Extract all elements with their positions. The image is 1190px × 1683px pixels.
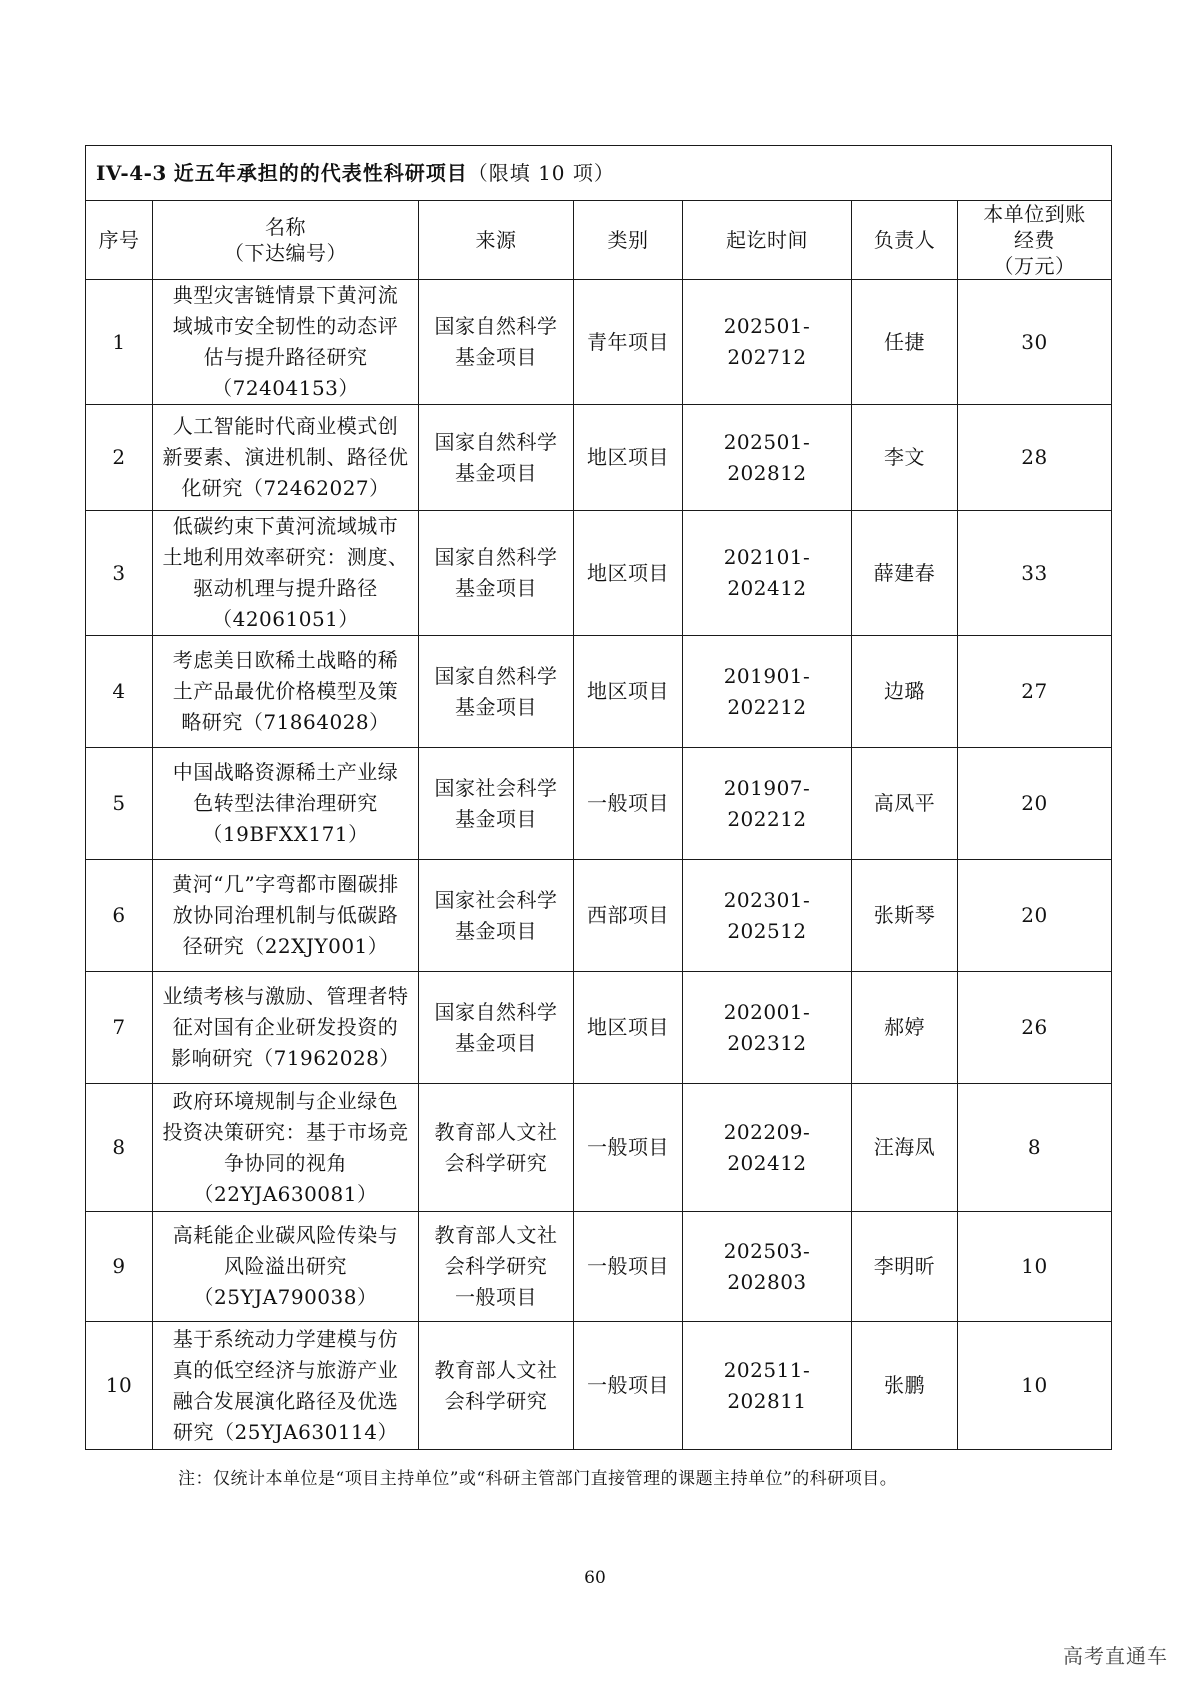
row-name-text: 高耗能企业碳风险传染与 风险溢出研究 （25YJA790038） xyxy=(172,1223,399,1309)
table-title-code: IV-4-3 xyxy=(96,160,167,185)
research-projects-table xyxy=(85,145,1112,1450)
table-row xyxy=(86,511,1112,636)
row-index: 8 xyxy=(86,1084,153,1212)
row-source: 教育部人文社 会科学研究 xyxy=(419,1322,574,1450)
header-period: 起讫时间 xyxy=(683,201,852,280)
row-name xyxy=(153,280,419,405)
row-name-text: 考虑美日欧稀土战略的稀 土产品最优价格模型及策 略研究（71864028） xyxy=(172,648,399,734)
row-leader: 高凤平 xyxy=(852,748,958,860)
row-category: 青年项目 xyxy=(574,280,683,405)
row-name-text: 中国战略资源稀土产业绿 色转型法律治理研究 （19BFXX171） xyxy=(172,760,399,846)
row-index: 10 xyxy=(86,1322,153,1450)
row-funding: 28 xyxy=(958,405,1112,511)
row-funding: 27 xyxy=(958,636,1112,748)
header-funding-line3: （万元） xyxy=(993,254,1076,278)
row-category: 地区项目 xyxy=(574,511,683,636)
row-category: 地区项目 xyxy=(574,972,683,1084)
row-index: 9 xyxy=(86,1212,153,1322)
row-name xyxy=(153,405,419,511)
header-category: 类别 xyxy=(574,201,683,280)
row-source: 国家社会科学 基金项目 xyxy=(419,748,574,860)
row-category: 地区项目 xyxy=(574,636,683,748)
row-period: 202301-202512 xyxy=(683,860,852,972)
row-period: 202503-202803 xyxy=(683,1212,852,1322)
page-number: 60 xyxy=(584,1568,606,1588)
row-name-text: 典型灾害链情景下黄河流 域城市安全韧性的动态评 估与提升路径研究 （72404153） xyxy=(172,283,399,400)
row-category: 西部项目 xyxy=(574,860,683,972)
table-row xyxy=(86,636,1112,748)
row-leader: 李文 xyxy=(852,405,958,511)
row-index: 7 xyxy=(86,972,153,1084)
table-row xyxy=(86,1084,1112,1212)
row-name-text: 业绩考核与激励、管理者特 征对国有企业研发投资的 影响研究（71962028） xyxy=(162,984,409,1070)
table-row xyxy=(86,1212,1112,1322)
header-leader: 负责人 xyxy=(852,201,958,280)
header-name-line1: 名称 xyxy=(265,215,306,239)
row-period: 202511-202811 xyxy=(683,1322,852,1450)
row-period: 202501-202712 xyxy=(683,280,852,405)
row-category: 一般项目 xyxy=(574,1084,683,1212)
row-name xyxy=(153,1212,419,1322)
row-source: 国家自然科学 基金项目 xyxy=(419,636,574,748)
table-row xyxy=(86,405,1112,511)
table-title xyxy=(86,146,1112,201)
row-source: 教育部人文社 会科学研究 xyxy=(419,1084,574,1212)
row-leader: 张斯琴 xyxy=(852,860,958,972)
row-funding: 10 xyxy=(958,1212,1112,1322)
row-category: 一般项目 xyxy=(574,1212,683,1322)
row-source: 国家社会科学 基金项目 xyxy=(419,860,574,972)
row-leader: 郝婷 xyxy=(852,972,958,1084)
watermark-text: 高考直通车 xyxy=(1063,1644,1168,1668)
row-funding: 20 xyxy=(958,860,1112,972)
row-category: 地区项目 xyxy=(574,405,683,511)
row-name-text: 政府环境规制与企业绿色 投资决策研究：基于市场竞 争协同的视角 （22YJA630081） xyxy=(162,1088,409,1206)
row-funding: 26 xyxy=(958,972,1112,1084)
row-name-text: 基于系统动力学建模与仿 真的低空经济与旅游产业 融合发展演化路径及优选 研究（25YJA630114） xyxy=(172,1326,399,1444)
row-name-text: 黄河“几”字弯都市圈碳排 放协同治理机制与低碳路 径研究（22XJY001） xyxy=(172,872,399,958)
row-name xyxy=(153,1084,419,1212)
row-source: 国家自然科学 基金项目 xyxy=(419,405,574,511)
header-name-line2: （下达编号） xyxy=(224,241,347,265)
table-title-note: （限填 10 项） xyxy=(467,160,615,185)
header-index: 序号 xyxy=(86,201,153,280)
header-name xyxy=(153,201,419,280)
row-name xyxy=(153,511,419,636)
row-name-text: 低碳约束下黄河流域城市 土地利用效率研究：测度、 驱动机理与提升路径 （42061051） xyxy=(162,514,409,631)
row-category: 一般项目 xyxy=(574,1322,683,1450)
row-category: 一般项目 xyxy=(574,748,683,860)
table-row xyxy=(86,1322,1112,1450)
row-period: 202501-202812 xyxy=(683,405,852,511)
row-name xyxy=(153,972,419,1084)
row-leader: 任捷 xyxy=(852,280,958,405)
table-row xyxy=(86,280,1112,405)
row-index: 6 xyxy=(86,860,153,972)
row-leader: 李明昕 xyxy=(852,1212,958,1322)
row-period: 202209-202412 xyxy=(683,1084,852,1212)
row-name xyxy=(153,860,419,972)
row-funding: 33 xyxy=(958,511,1112,636)
header-funding-line2: 经费 xyxy=(1014,228,1056,252)
row-leader: 薛建春 xyxy=(852,511,958,636)
row-period: 202001-202312 xyxy=(683,972,852,1084)
header-source: 来源 xyxy=(419,201,574,280)
row-source: 国家自然科学 基金项目 xyxy=(419,280,574,405)
row-leader: 张鹏 xyxy=(852,1322,958,1450)
table-footnote: 注：仅统计本单位是“项目主持单位”或“科研主管部门直接管理的课题主持单位”的科研项目。 xyxy=(178,1469,898,1489)
table-title-main: 近五年承担的的代表性科研项目 xyxy=(173,160,468,185)
row-leader: 汪海凤 xyxy=(852,1084,958,1212)
row-index: 5 xyxy=(86,748,153,860)
row-index: 3 xyxy=(86,511,153,636)
row-source: 国家自然科学 基金项目 xyxy=(419,511,574,636)
row-index: 2 xyxy=(86,405,153,511)
row-index: 1 xyxy=(86,280,153,405)
row-name xyxy=(153,748,419,860)
row-name xyxy=(153,636,419,748)
header-funding xyxy=(958,201,1112,280)
row-funding: 8 xyxy=(958,1084,1112,1212)
table-row xyxy=(86,972,1112,1084)
row-name xyxy=(153,1322,419,1450)
header-funding-line1: 本单位到账 xyxy=(983,202,1086,226)
table-header-row xyxy=(86,201,1112,280)
table-row xyxy=(86,860,1112,972)
row-funding: 10 xyxy=(958,1322,1112,1450)
row-index: 4 xyxy=(86,636,153,748)
table-title-row xyxy=(86,146,1112,201)
row-source: 教育部人文社 会科学研究 一般项目 xyxy=(419,1212,574,1322)
row-name-text: 人工智能时代商业模式创 新要素、演进机制、路径优 化研究（72462027） xyxy=(162,414,409,500)
row-source: 国家自然科学 基金项目 xyxy=(419,972,574,1084)
row-funding: 30 xyxy=(958,280,1112,405)
row-funding: 20 xyxy=(958,748,1112,860)
row-period: 201907-202212 xyxy=(683,748,852,860)
row-period: 202101-202412 xyxy=(683,511,852,636)
table-row xyxy=(86,748,1112,860)
row-period: 201901-202212 xyxy=(683,636,852,748)
row-leader: 边璐 xyxy=(852,636,958,748)
